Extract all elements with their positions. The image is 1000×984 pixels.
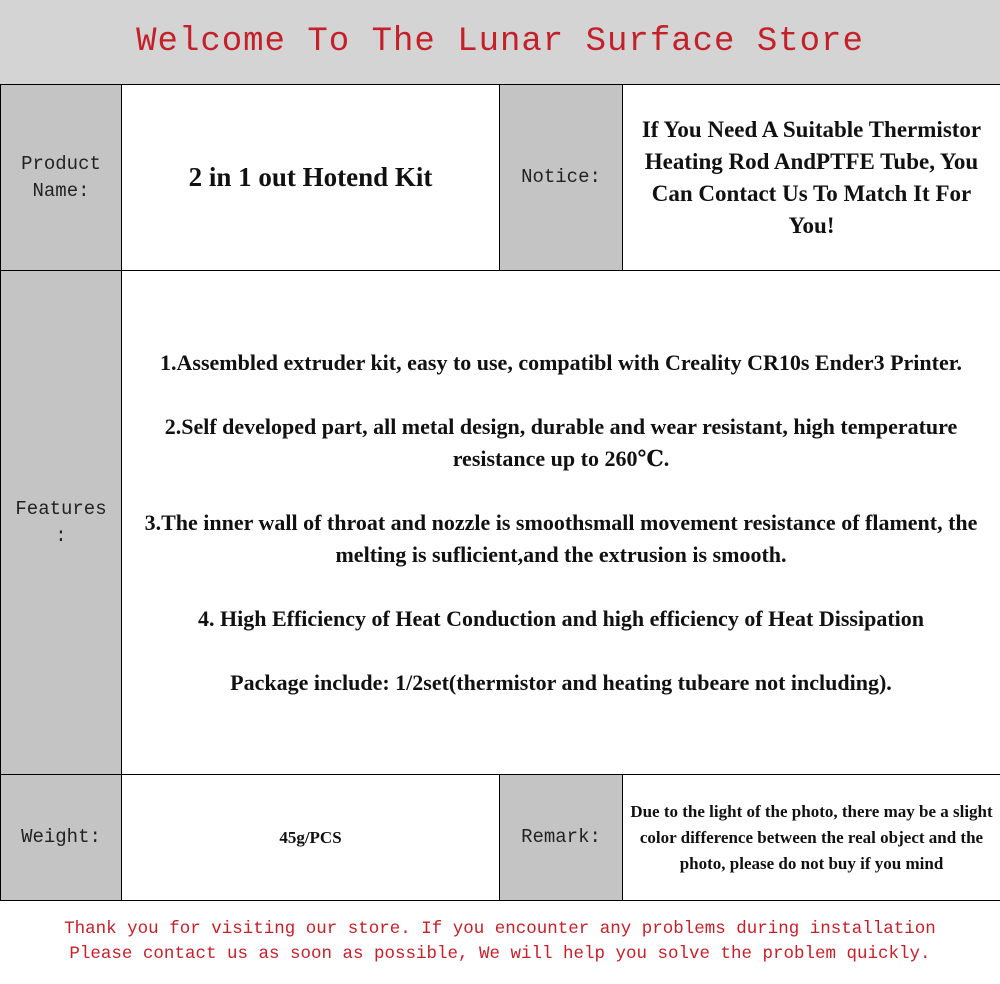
features-label-line1: Features xyxy=(15,497,107,520)
features-row xyxy=(1,271,1000,775)
feature-item-4: 4. High Efficiency of Heat Conduction and high efficiency of Heat Dissipation xyxy=(198,605,924,631)
feature-item-2: 2.Self developed part, all metal design, durable and wear resistant, high temperature resistance up to 260℃. xyxy=(164,413,958,471)
weight-value: 45g/PCS xyxy=(122,775,500,901)
product-name-value: 2 in 1 out Hotend Kit xyxy=(122,85,500,271)
notice-label: Notice: xyxy=(500,85,623,271)
footer-line-1: Thank you for visiting our store. If you encounter any problems during installation xyxy=(64,919,936,939)
thank-you-footer xyxy=(0,900,1000,984)
store-header-banner xyxy=(0,0,1000,84)
product-name-label-cell xyxy=(1,85,122,271)
package-include-item: Package include: 1/2set(thermistor and heating tubeare not including). xyxy=(230,669,892,695)
features-list xyxy=(122,271,1000,775)
notice-value: If You Need A Suitable Thermistor Heating Rod AndPTFE Tube, You Can Contact Us To Match It For You! xyxy=(623,85,1000,271)
product-name-label-line2: Name: xyxy=(32,179,90,202)
feature-item-3: 3.The inner wall of throat and nozzle is smoothsmall movement resistance of flament, the melting is suflicient,and the extrusion is smooth. xyxy=(144,509,978,567)
weight-label: Weight: xyxy=(1,775,122,901)
product-name-label-line1: Product xyxy=(21,152,101,175)
feature-item-1: 1.Assembled extruder kit, easy to use, compatibl with Creality CR10s Ender3 Printer. xyxy=(160,349,962,375)
remark-label: Remark: xyxy=(500,775,623,901)
weight-remark-row xyxy=(1,775,1000,901)
footer-line-2: Please contact us as soon as possible, We will help you solve the problem quickly. xyxy=(69,944,931,964)
store-title: Welcome To The Lunar Surface Store xyxy=(136,23,864,61)
features-label-line2: : xyxy=(55,524,67,547)
remark-value: Due to the light of the photo, there may be a slight color difference between the real object and the photo, please do not buy if you mind xyxy=(623,775,1000,901)
features-label-cell xyxy=(1,271,122,775)
product-spec-table xyxy=(0,84,1000,901)
product-name-row xyxy=(1,85,1000,271)
